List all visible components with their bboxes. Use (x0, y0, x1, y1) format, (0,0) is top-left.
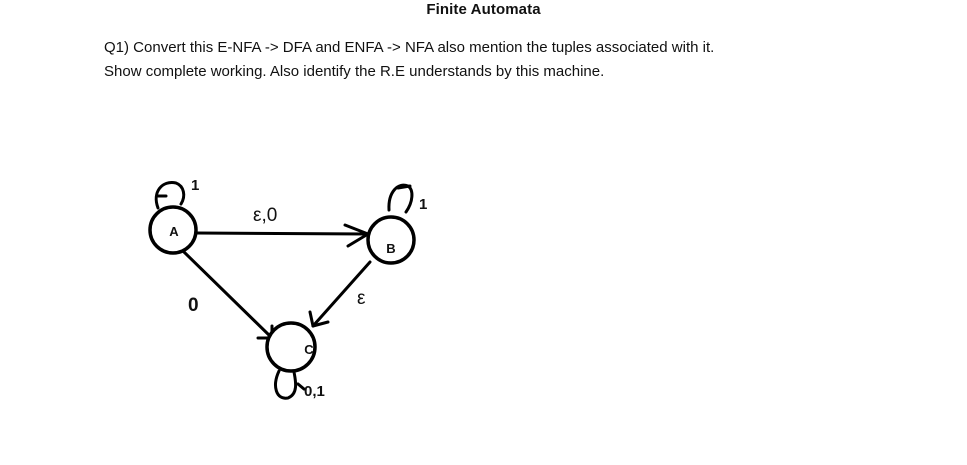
label-loop-b: 1 (419, 196, 428, 213)
self-loop-b-arrowhead (398, 186, 410, 188)
state-b (368, 217, 414, 263)
label-loop-c: 0,1 (304, 383, 325, 400)
question-line-2: Show complete working. Also identify the R.E understands by this machine. (104, 63, 605, 80)
document-title: Finite Automata (426, 1, 541, 18)
state-c-label: C (304, 342, 314, 357)
self-loop-c (276, 371, 296, 398)
self-loop-b (389, 185, 412, 212)
label-b-to-c: ε (357, 288, 366, 309)
label-loop-a: 1 (191, 177, 200, 194)
edge-a-to-b (196, 233, 368, 234)
question-line-1: Q1) Convert this E-NFA -> DFA and ENFA -> NFA also mention the tuples associated with it. (104, 39, 715, 56)
label-a-to-c: 0 (188, 295, 199, 316)
arrowhead-a-to-b (345, 225, 368, 246)
state-a-label: A (169, 224, 179, 239)
label-a-to-b: ε,0 (253, 205, 278, 226)
state-b-label: B (386, 241, 396, 256)
